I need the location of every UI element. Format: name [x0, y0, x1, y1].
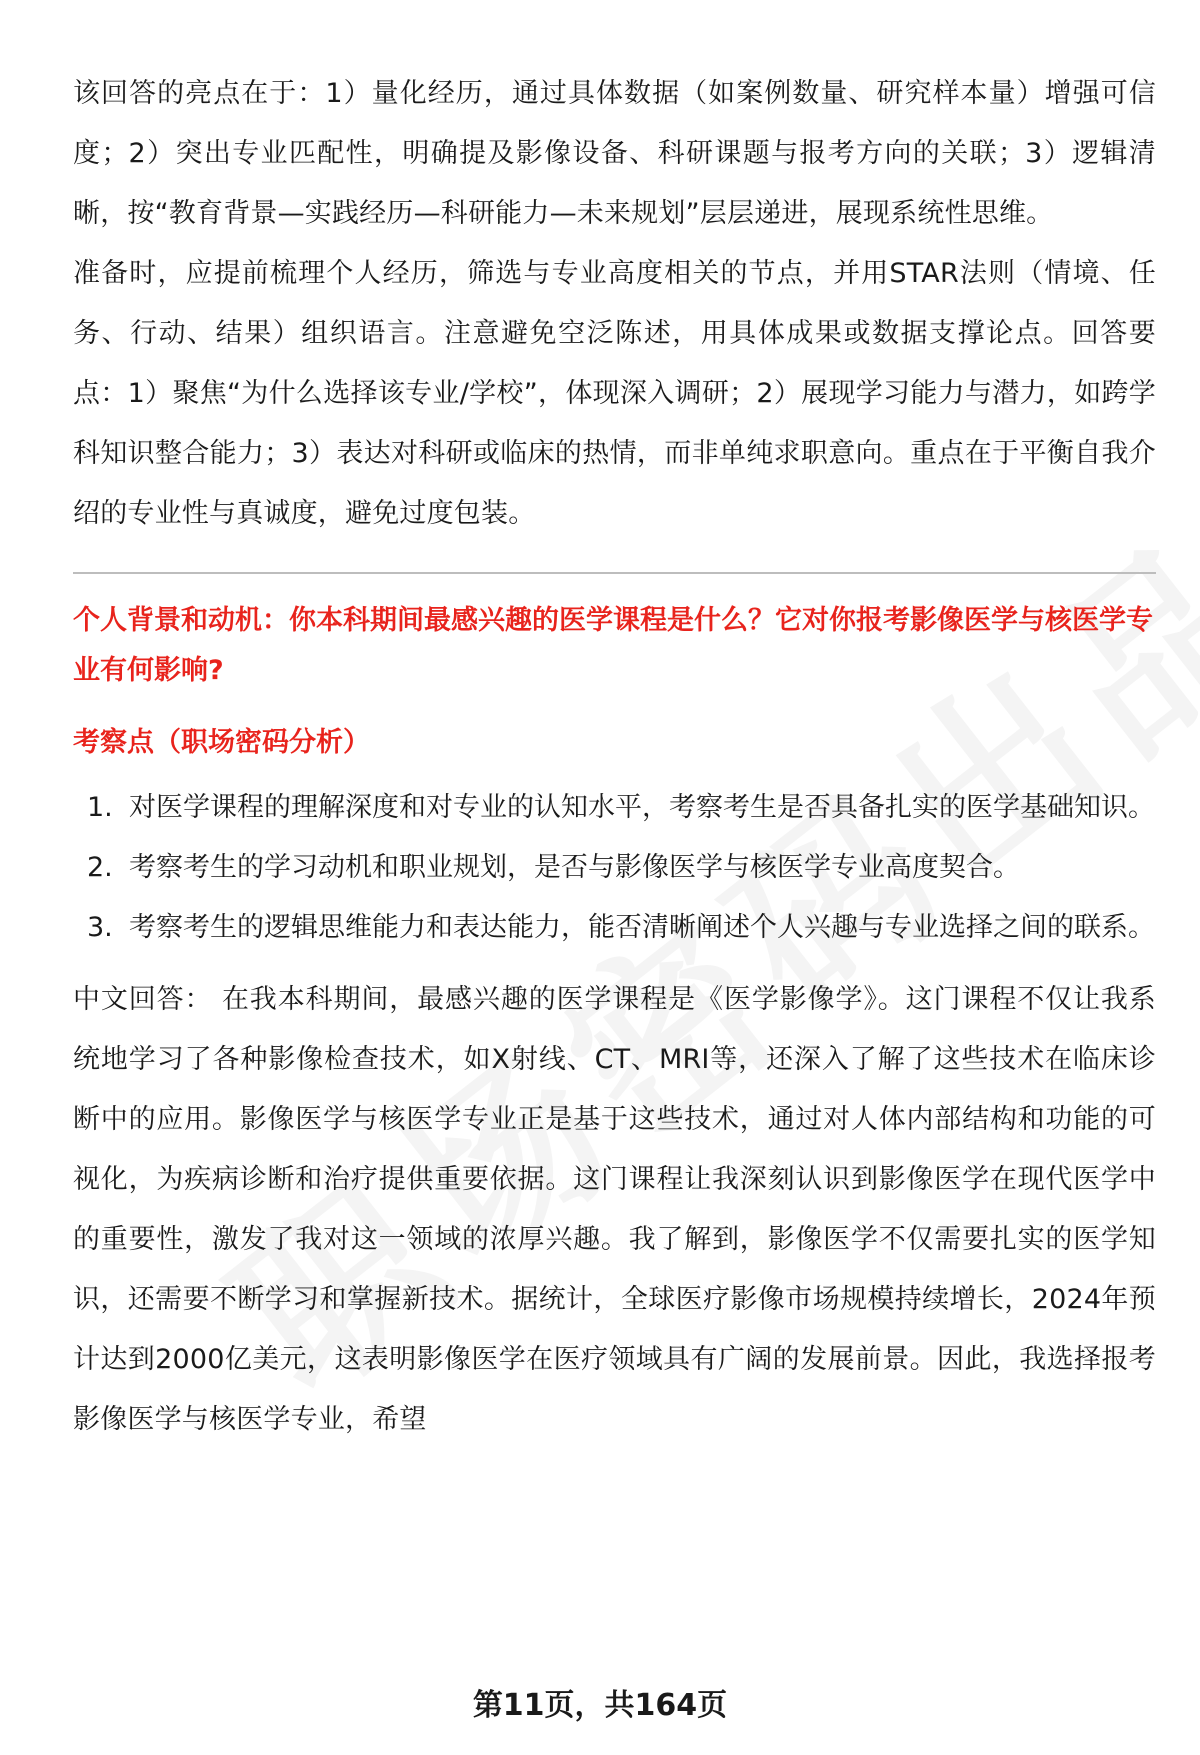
list-item-text: 对医学课程的理解深度和对专业的认知水平，考察考生是否具备扎实的医学基础知识。 [129, 792, 1155, 823]
list-item [73, 898, 1156, 958]
section-divider [73, 572, 1156, 574]
list-item [73, 778, 1156, 838]
intro-paragraph-2: 准备时，应提前梳理个人经历，筛选与专业高度相关的节点，并用STAR法则（情境、任务、行动、结果）组织语言。注意避免空泛陈述，用具体成果或数据支撑论点。回答要点：1）聚焦“为什么选择该专业/学校”，体现深入调研；2）展现学习能力与潜力，如跨学科知识整合能力；3）表达对科研或临床的热情，而非单纯求职意向。重点在于平衡自我介绍的专业性与真诚度，避免过度包装。 [73, 258, 1156, 529]
list-item-text: 考察考生的逻辑思维能力和表达能力，能否清晰阐述个人兴趣与专业选择之间的联系。 [129, 912, 1155, 943]
page-number: 第11页，共164页 [472, 1688, 728, 1723]
exam-points-list [73, 778, 1156, 958]
intro-paragraph-1: 该回答的亮点在于：1）量化经历，通过具体数据（如案例数量、研究样本量）增强可信度；2）突出专业匹配性，明确提及影像设备、科研课题与报考方向的关联；3）逻辑清晰，按“教育背景—实践经历—科研能力—未来规划”层层递进，展现系统性思维。 [73, 78, 1156, 229]
question-heading: 个人背景和动机：你本科期间最感兴趣的医学课程是什么？它对你报考影像医学与核医学专业有何影响? [73, 605, 1153, 686]
answer-paragraph: 中文回答： 在我本科期间，最感兴趣的医学课程是《医学影像学》。这门课程不仅让我系统地学习了各种影像检查技术，如X射线、CT、MRI等，还深入了解了这些技术在临床诊断中的应用。影像医学与核医学专业正是基于这些技术，通过对人体内部结构和功能的可视化，为疾病诊断和治疗提供重要依据。这门课程让我深刻认识到影像医学在现代医学中的重要性，激发了我对这一领域的浓厚兴趣。我了解到，影像医学不仅需要扎实的医学知识，还需要不断学习和掌握新技术。据统计，全球医疗影像市场规模持续增长，2024年预计达到2000亿美元，这表明影像医学在医疗领域具有广阔的发展前景。因此，我选择报考影像医学与核医学专业，希望 [73, 984, 1156, 1435]
list-number: 1. [87, 792, 113, 823]
list-item [73, 838, 1156, 898]
document-page [73, 64, 1156, 1450]
list-number: 2. [87, 852, 113, 883]
list-item-text: 考察考生的学习动机和职业规划，是否与影像医学与核医学专业高度契合。 [129, 852, 1020, 883]
list-number: 3. [87, 912, 113, 943]
exam-points-heading: 考察点（职场密码分析） [73, 727, 370, 758]
